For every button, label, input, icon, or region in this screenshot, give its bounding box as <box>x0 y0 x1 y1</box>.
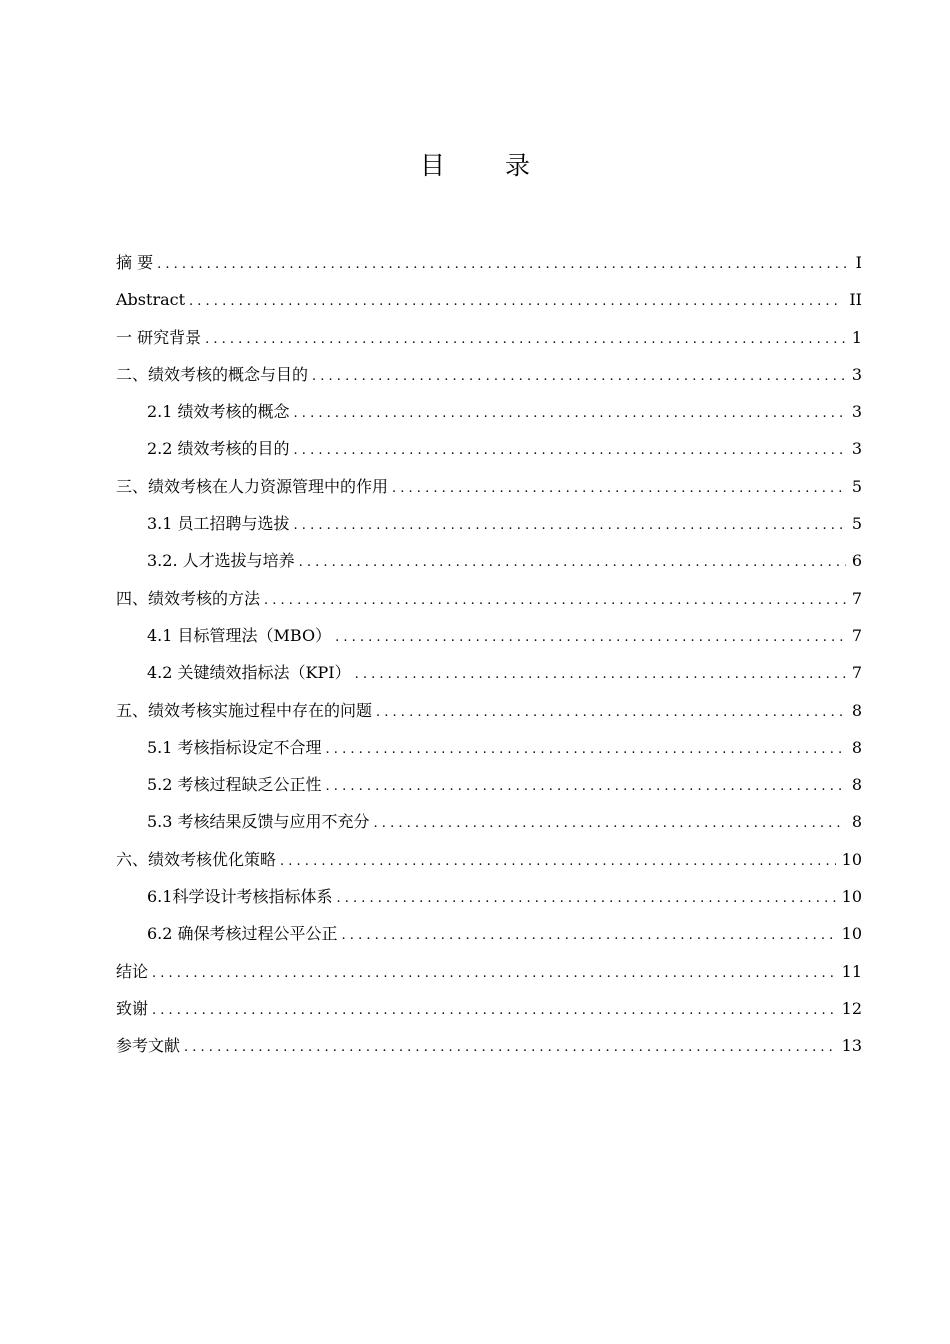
toc-entry-label: 6.1科学设计考核指标体系 <box>147 887 333 907</box>
toc-leader-dots <box>342 917 836 954</box>
toc-entry-label: 二、绩效考核的概念与目的 <box>116 364 309 384</box>
toc-entry[interactable] <box>116 953 862 990</box>
toc-leader-dots <box>157 246 850 283</box>
toc-entry[interactable] <box>116 841 862 878</box>
toc-leader-dots <box>299 544 846 581</box>
toc-leader-dots <box>326 731 846 768</box>
toc-entry-page: 3 <box>851 364 862 384</box>
toc-leader-dots <box>294 395 846 432</box>
toc-leader-dots <box>152 992 836 1029</box>
toc-entry-label: 3.2. 人才选拔与培养 <box>147 551 295 571</box>
toc-leader-dots <box>336 880 835 917</box>
toc-entry[interactable] <box>116 692 862 729</box>
toc-entry-label: 六、绩效考核优化策略 <box>116 849 277 869</box>
toc-entry-page: 7 <box>851 588 862 608</box>
toc-entry[interactable] <box>116 617 862 654</box>
toc-entry-page: 5 <box>851 476 862 496</box>
toc-entry[interactable] <box>116 319 862 356</box>
toc-entry-page: 10 <box>841 924 862 944</box>
toc-entry[interactable] <box>116 729 862 766</box>
toc-leader-dots <box>280 843 836 880</box>
toc-leader-dots <box>312 358 846 395</box>
toc-entry-label: 致谢 <box>116 998 149 1018</box>
toc-entry-page: 7 <box>851 625 862 645</box>
toc-entry-label: 一 研究背景 <box>116 327 202 347</box>
toc-entry-label: 3.1 员工招聘与选拔 <box>147 514 290 534</box>
toc-leader-dots <box>376 694 846 731</box>
toc-leader-dots <box>189 283 843 320</box>
toc-title: 目 录 <box>420 151 556 180</box>
toc-leader-dots <box>294 507 846 544</box>
toc-entry-label: 4.1 目标管理法（MBO） <box>147 625 332 645</box>
toc-entry-page: I <box>855 253 862 272</box>
toc-entry-page: 3 <box>851 402 862 422</box>
toc-leader-dots <box>264 582 846 619</box>
toc-leader-dots <box>355 656 846 693</box>
toc-entry-label: 6.2 确保考核过程公平公正 <box>147 924 338 944</box>
toc-entry-label: 四、绩效考核的方法 <box>116 588 261 608</box>
toc-entry[interactable] <box>116 281 862 318</box>
toc-entry-page: 11 <box>841 961 862 981</box>
toc-entry-page: 8 <box>851 775 862 795</box>
toc-entry[interactable] <box>116 580 862 617</box>
toc-entry-page: 8 <box>851 737 862 757</box>
toc-entry-page: 8 <box>851 700 862 720</box>
toc-entry-label: Abstract <box>116 290 186 310</box>
toc-entry-page: II <box>849 290 862 310</box>
toc-leader-dots <box>326 768 846 805</box>
toc-entry[interactable] <box>116 915 862 952</box>
toc-entry-label: 5.1 考核指标设定不合理 <box>147 737 322 757</box>
toc-entry-label: 参考文献 <box>116 1036 181 1056</box>
toc-entry[interactable] <box>116 878 862 915</box>
toc-entry-label: 五、绩效考核实施过程中存在的问题 <box>116 700 373 720</box>
toc-leader-dots <box>184 1029 836 1066</box>
toc-leader-dots <box>392 470 846 507</box>
toc-leader-dots <box>294 432 846 469</box>
toc-entry-page: 6 <box>851 551 862 571</box>
toc-entry-page: 7 <box>851 663 862 683</box>
toc-entry-label: 三、绩效考核在人力资源管理中的作用 <box>116 476 389 496</box>
toc-entry-page: 10 <box>841 849 862 869</box>
toc-entry-label: 摘 要 <box>116 253 154 272</box>
toc-leader-dots <box>335 619 846 656</box>
toc-entry[interactable] <box>116 990 862 1027</box>
toc-list <box>116 244 862 1065</box>
toc-entry-label: 2.2 绩效考核的目的 <box>147 439 290 459</box>
toc-entry[interactable] <box>116 393 862 430</box>
toc-entry[interactable] <box>116 505 862 542</box>
toc-entry[interactable] <box>116 468 862 505</box>
toc-leader-dots <box>374 805 846 842</box>
toc-entry-page: 8 <box>851 812 862 832</box>
toc-entry-label: 5.2 考核过程缺乏公正性 <box>147 775 322 795</box>
toc-entry[interactable] <box>116 1027 862 1064</box>
toc-entry[interactable] <box>116 244 862 281</box>
toc-leader-dots <box>152 955 836 992</box>
toc-entry-page: 1 <box>851 327 862 347</box>
toc-entry-label: 4.2 关键绩效指标法（KPI） <box>147 663 351 683</box>
toc-entry-page: 13 <box>841 1036 862 1056</box>
toc-entry-page: 10 <box>841 887 862 907</box>
toc-entry[interactable] <box>116 654 862 691</box>
toc-entry-page: 12 <box>841 998 862 1018</box>
toc-entry-page: 3 <box>851 439 862 459</box>
toc-entry[interactable] <box>116 356 862 393</box>
toc-entry[interactable] <box>116 542 862 579</box>
toc-leader-dots <box>205 321 846 358</box>
toc-entry[interactable] <box>116 430 862 467</box>
toc-entry-label: 5.3 考核结果反馈与应用不充分 <box>147 812 370 832</box>
toc-entry-page: 5 <box>851 514 862 534</box>
toc-entry[interactable] <box>116 803 862 840</box>
toc-entry-label: 2.1 绩效考核的概念 <box>147 402 290 422</box>
toc-entry[interactable] <box>116 766 862 803</box>
toc-entry-label: 结论 <box>116 961 149 981</box>
